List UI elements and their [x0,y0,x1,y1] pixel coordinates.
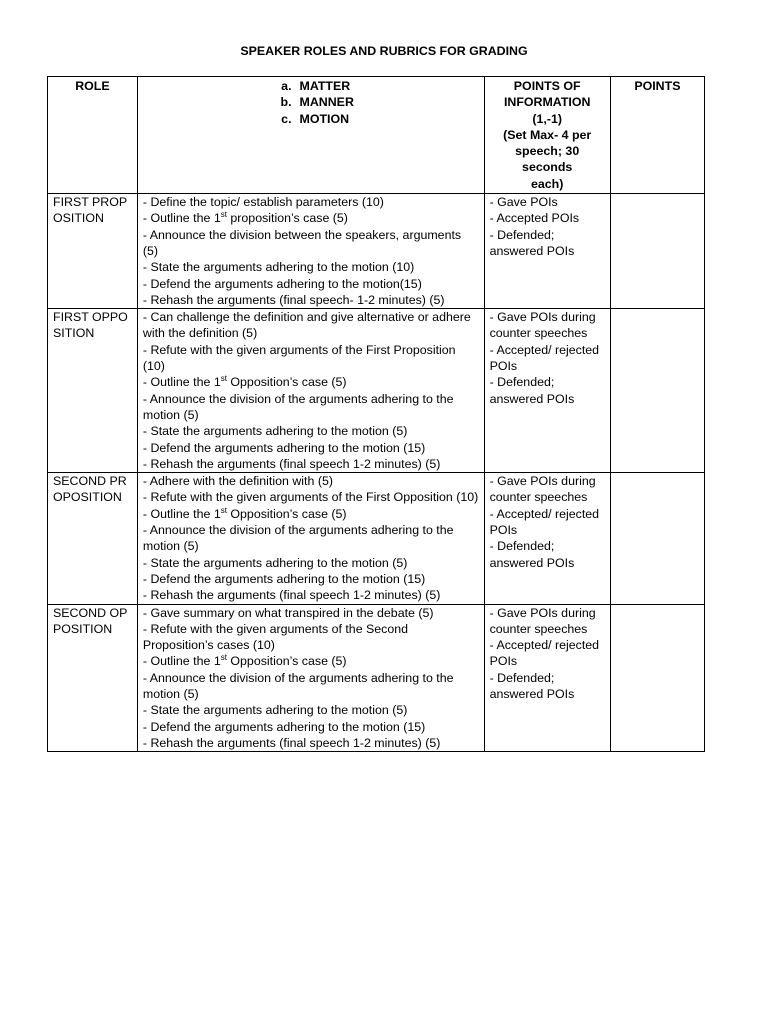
description-line: - Refute with the given arguments of the First Proposition (10) [142,342,456,374]
line-text: - Outline the 1 [142,654,221,669]
description-line: - Defend the arguments adhering to the motion (15) [142,571,426,586]
points-cell [610,604,704,752]
table-row [48,473,705,604]
description-line: - Announce the division of the arguments adhering to the motion (5) [142,523,454,554]
description-line: - State the arguments adhering to the motion (5) [142,555,408,570]
line-text: proposition’s case (5) [226,211,348,226]
header-row [48,77,705,194]
ordinal-suffix: st [220,653,227,663]
role-cell: FIRST OPPOSITION [48,309,138,473]
role-cell: SECOND OPPOSITION [48,604,138,752]
description-line: - Rehash the arguments (final speech 1-2 minutes) (5) [142,588,441,603]
poi-header-line: INFORMATION [503,95,591,110]
description-line: - Announce the division between the speakers, arguments (5) [142,227,462,258]
criteria-letter: a. [281,79,292,93]
criteria-letter: b. [280,95,292,110]
poi-cell [484,604,610,752]
description-cell [137,604,484,752]
description-cell [137,473,484,604]
line-text: Opposition’s case (5) [226,375,347,390]
ordinal-suffix: st [220,210,227,220]
description-line: - Rehash the arguments (final speech 1-2 minutes) (5) [142,735,441,750]
description-cell [137,309,484,473]
table-row [48,194,705,309]
poi-line: - Accepted/ rejected POIs [489,506,600,538]
description-line [143,210,479,226]
ordinal-suffix: st [220,374,227,384]
description-line: - State the arguments adhering to the motion (10) [142,260,415,275]
description-line [143,506,479,522]
criteria-item [268,111,354,127]
role-cell: FIRST PROPOSITION [48,194,138,309]
criteria-header [137,77,484,194]
description-line: - Gave summary on what transpired in the debate (5) [142,605,434,620]
description-line: - Can challenge the definition and give alternative or adhere with the definition (5) [142,310,471,341]
description-line: - Rehash the arguments (final speech- 1-2 minutes) (5) [142,292,445,307]
poi-header-line: POINTS OF [513,79,581,93]
line-text: Opposition’s case (5) [226,506,347,521]
points-cell [610,194,704,309]
table-row [48,604,705,752]
role-cell: SECOND PROPOSITION [48,473,138,604]
description-line: - Refute with the given arguments of the Second Proposition’s cases (10) [142,621,409,653]
poi-cell [484,194,610,309]
poi-line: - Defended; answered POIs [489,375,575,406]
poi-header-line: speech; 30 seconds [515,144,580,175]
line-text: - Outline the 1 [142,211,221,226]
line-text: - Outline the 1 [142,506,221,521]
description-line: - Defend the arguments adhering to the motion(15) [142,276,422,291]
criteria-label: MOTION [299,111,350,126]
poi-line: - Defended; answered POIs [489,539,575,570]
description-line: - State the arguments adhering to the motion (5) [142,703,408,718]
poi-line: - Accepted/ rejected POIs [489,342,600,374]
description-line: - Announce the division of the arguments adhering to the motion (5) [142,391,454,422]
points-header: POINTS [610,77,704,194]
line-text: - Outline the 1 [142,375,221,390]
criteria-label: MANNER [299,95,354,110]
table-row [48,309,705,473]
poi-header-line: (1,-1) [532,111,562,126]
description-line [143,653,479,669]
criteria-label: MATTER [299,79,351,93]
description-line: - Defend the arguments adhering to the motion (15) [142,440,426,455]
description-line: - Define the topic/ establish parameters (10) [142,195,384,210]
ordinal-suffix: st [220,505,227,515]
description-line: - Refute with the given arguments of the First Opposition (10) [142,490,479,505]
poi-line: - Gave POIs [489,195,558,210]
description-cell [137,194,484,309]
poi-line: - Accepted POIs [489,211,580,226]
description-line: - State the arguments adhering to the motion (5) [142,424,408,439]
poi-line: - Gave POIs during counter speeches [489,605,596,636]
criteria-letter: c. [281,111,292,126]
points-cell [610,473,704,604]
poi-line: - Gave POIs during counter speeches [489,474,596,505]
line-text: Opposition’s case (5) [226,654,347,669]
poi-line: - Defended; answered POIs [489,670,575,701]
poi-line: - Gave POIs during counter speeches [489,310,596,341]
points-cell [610,309,704,473]
description-line: - Rehash the arguments (final speech 1-2 minutes) (5) [142,456,441,471]
poi-header [484,77,610,194]
poi-line: - Defended; answered POIs [489,227,575,258]
role-header: ROLE [48,77,138,194]
poi-cell [484,309,610,473]
poi-cell [484,473,610,604]
criteria-item [268,78,354,94]
criteria-item [268,94,354,110]
poi-header-line: each) [531,176,564,191]
poi-line: - Accepted/ rejected POIs [489,638,600,669]
description-line: - Announce the division of the arguments adhering to the motion (5) [142,670,454,701]
document-title: SPEAKER ROLES AND RUBRICS FOR GRADING [240,44,528,58]
rubric-table [47,76,705,752]
description-line: - Adhere with the definition with (5) [142,474,333,489]
description-line [143,374,479,390]
poi-header-line: (Set Max- 4 per [503,127,592,142]
description-line: - Defend the arguments adhering to the motion (15) [142,719,426,734]
